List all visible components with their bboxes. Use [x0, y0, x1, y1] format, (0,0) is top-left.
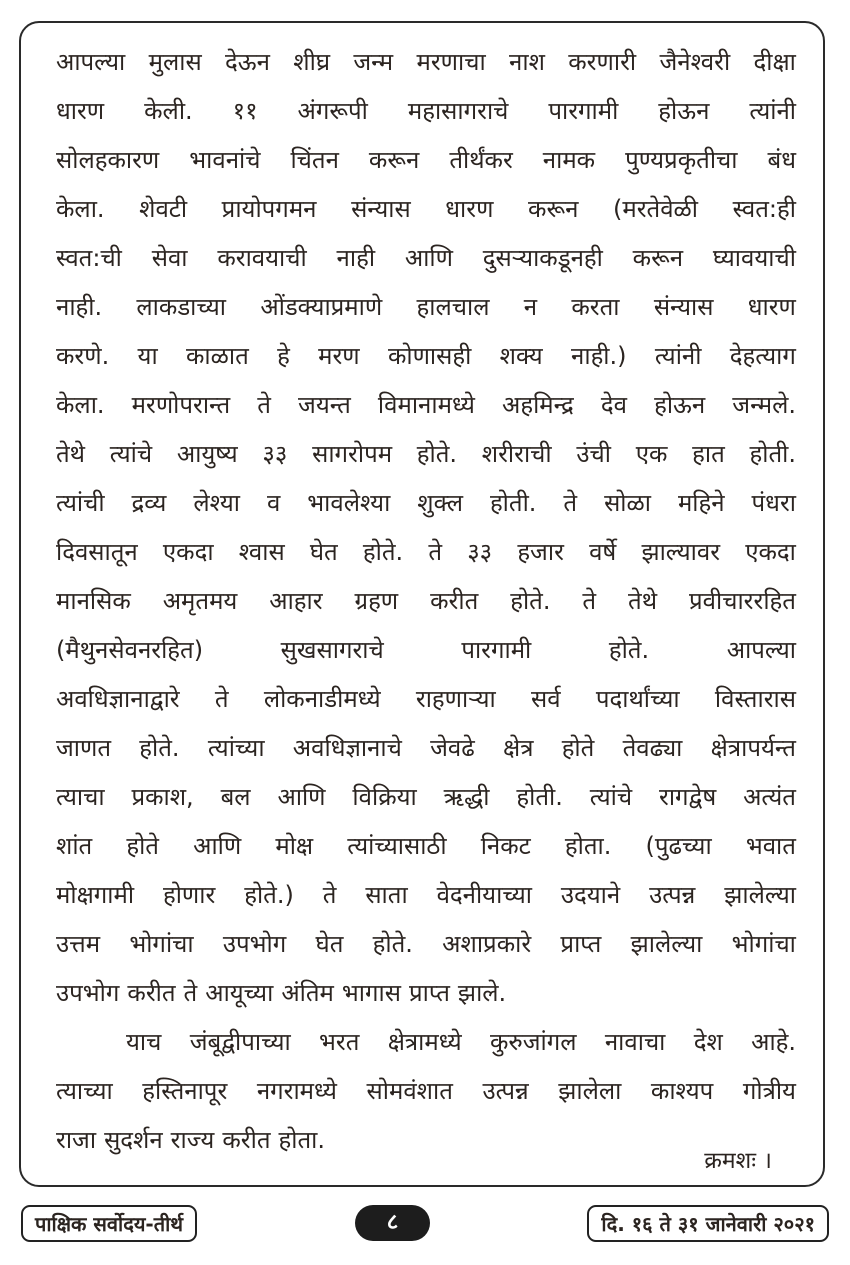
- word: नामक: [542, 146, 596, 174]
- word: त्यांचे: [589, 783, 633, 811]
- word: विक्रिया: [352, 783, 417, 811]
- word: राहणाऱ्या: [415, 685, 496, 713]
- word: एक: [635, 440, 668, 468]
- word: आहार: [269, 587, 323, 615]
- word: तेवढ्या: [622, 734, 683, 762]
- word: उपभोग: [222, 930, 287, 958]
- word: होते: [561, 734, 595, 762]
- word: सोमवंशात: [366, 1077, 453, 1105]
- word: होणार: [162, 881, 216, 909]
- word: पारगामी: [548, 97, 619, 125]
- text-line: [56, 430, 796, 479]
- word: उत्तम: [56, 930, 101, 958]
- word: प्राप्त: [408, 979, 450, 1007]
- word: दीक्षा: [753, 48, 796, 76]
- word: मोक्ष: [275, 832, 314, 860]
- word: होते.): [244, 881, 294, 909]
- text-line: [56, 675, 796, 724]
- word: ते: [257, 391, 271, 419]
- word: होते.: [416, 440, 458, 468]
- text-line: [56, 136, 796, 185]
- word: भवात: [745, 832, 796, 860]
- word: मरणाचा: [416, 48, 486, 76]
- word: राज्य: [170, 1126, 215, 1154]
- word: सेवा: [151, 244, 188, 272]
- word: एकदा: [162, 538, 214, 566]
- word: त्यांनी: [654, 342, 702, 370]
- word: हे: [277, 342, 290, 370]
- word: अहमिन्द्र: [501, 391, 574, 419]
- word: अत्यंत: [743, 783, 796, 811]
- word: सोलहकारण: [56, 146, 160, 174]
- word: करीत: [430, 587, 479, 615]
- word: पारगामी: [461, 636, 532, 664]
- issue-date: दि. १६ ते ३१ जानेवारी २०२१: [587, 1205, 829, 1242]
- word: जयन्त: [298, 391, 351, 419]
- text-line: [56, 528, 796, 577]
- word: शीघ्र: [293, 48, 331, 76]
- word: हालचाल: [416, 293, 490, 321]
- word: करीत: [127, 979, 176, 1007]
- word: नाही: [336, 244, 376, 272]
- word: उदयाने: [560, 881, 621, 909]
- word: काळात: [185, 342, 249, 370]
- word: गोत्रीय: [742, 1077, 796, 1105]
- word: उंची: [576, 440, 611, 468]
- word: अवधिज्ञानाचे: [292, 734, 402, 762]
- word: हस्तिनापूर: [142, 1077, 228, 1105]
- word: ते: [214, 685, 229, 713]
- word: जन्मले.: [732, 391, 796, 419]
- word: त्यांनी: [749, 97, 796, 125]
- word: उत्पन्न: [649, 881, 696, 909]
- word: तेथे: [56, 440, 86, 468]
- word: होऊन: [654, 391, 706, 419]
- word: होती.: [516, 783, 563, 811]
- text-line: [56, 577, 796, 626]
- text-line: [56, 332, 796, 381]
- word: घेत: [309, 538, 338, 566]
- word: क्षेत्र: [502, 734, 534, 762]
- text-line: [56, 185, 796, 234]
- text-line: [56, 381, 796, 430]
- word: भावनांचे: [189, 146, 261, 174]
- text-line: [56, 920, 796, 969]
- word: सागरोपम: [312, 440, 393, 468]
- word: त्यांच्यासाठी: [347, 832, 447, 860]
- word: घेत: [315, 930, 344, 958]
- word: मानसिक: [56, 587, 131, 615]
- word: क्षेत्रापर्यन्त: [710, 734, 796, 762]
- text-line: [56, 724, 796, 773]
- word: शेवटी: [139, 195, 188, 223]
- word: करता: [571, 293, 620, 321]
- body-text: [56, 38, 796, 1165]
- word: महिने: [677, 489, 725, 517]
- text-line: [56, 1067, 796, 1116]
- word: ११: [232, 97, 258, 125]
- text-line: [56, 234, 796, 283]
- word: पुण्यप्रकृतीचा: [625, 146, 738, 174]
- word: स्वत:ची: [56, 244, 122, 272]
- continued-note: क्रमशः ।: [704, 1148, 772, 1174]
- word: नगरामध्ये: [256, 1077, 337, 1105]
- word: शुक्ल: [417, 489, 463, 517]
- publication-name: पाक्षिक सर्वोदय-तीर्थ: [21, 1205, 197, 1242]
- word: सुदर्शन: [104, 1126, 163, 1154]
- word: उपभोग: [56, 979, 120, 1007]
- word: ३३: [467, 538, 493, 566]
- word: झालेल्या: [630, 930, 703, 958]
- word: घ्यावयाची: [712, 244, 796, 272]
- word: चिंतन: [290, 146, 339, 174]
- word: आपल्या: [56, 48, 126, 76]
- word: झालेला: [558, 1077, 622, 1105]
- text-line: [56, 871, 796, 920]
- word: आपल्या: [726, 636, 796, 664]
- text-line: [56, 773, 796, 822]
- word: कुरुजांगल: [489, 1028, 577, 1056]
- word: श्वास: [238, 538, 285, 566]
- word: होती.: [749, 440, 796, 468]
- word: अवधिज्ञानाद्वारे: [56, 685, 180, 713]
- word: (पुढच्या: [645, 832, 712, 860]
- word: ते: [428, 538, 443, 566]
- word: दिवसातून: [56, 538, 138, 566]
- word: आणि: [404, 244, 453, 272]
- word: ते: [563, 489, 578, 517]
- word: लोकनाडीमध्ये: [263, 685, 381, 713]
- word: प्राप्त: [560, 930, 602, 958]
- word: करावयाची: [217, 244, 307, 272]
- text-line: [56, 822, 796, 871]
- word: प्रकाश,: [131, 783, 194, 811]
- word: नाश: [509, 48, 545, 76]
- word: अशाप्रकारे: [442, 930, 532, 958]
- word: देव: [600, 391, 627, 419]
- word: होती.: [489, 489, 537, 517]
- word: संन्यास: [653, 293, 714, 321]
- word: मरणोपरान्त: [131, 391, 231, 419]
- text-line: [56, 1116, 796, 1165]
- word: आणि: [193, 832, 242, 860]
- word: शरीराची: [481, 440, 552, 468]
- word: लेश्या: [193, 489, 240, 517]
- word: तेथे: [628, 587, 658, 615]
- word: पंधरा: [751, 489, 796, 517]
- word: संन्यास: [351, 195, 411, 223]
- word: हात: [692, 440, 725, 468]
- word: भावलेश्या: [307, 489, 391, 517]
- word: निकट: [480, 832, 531, 860]
- word: झालेल्या: [724, 881, 796, 909]
- word: शांत: [56, 832, 93, 860]
- word: होऊन: [658, 97, 710, 125]
- word: जाणत: [56, 734, 112, 762]
- word: क्षेत्रामध्ये: [387, 1028, 462, 1056]
- page-number: ८: [355, 1205, 430, 1241]
- word: मरण: [318, 342, 360, 370]
- word: होते.: [608, 636, 650, 664]
- word: काश्यप: [650, 1077, 714, 1105]
- word: ऋद्धी: [443, 783, 490, 811]
- word: वेदनीयाच्या: [436, 881, 532, 909]
- word: ते: [582, 587, 597, 615]
- word: वर्षे: [589, 538, 617, 566]
- word: होता.: [278, 1126, 326, 1154]
- word: विमानामध्ये: [377, 391, 475, 419]
- word: बंध: [767, 146, 796, 174]
- word: देऊन: [225, 48, 270, 76]
- word: धारण: [56, 97, 105, 125]
- word: द्रव्य: [131, 489, 167, 517]
- word: भोगांचा: [731, 930, 796, 958]
- text-line: [56, 38, 796, 87]
- word: करून: [528, 195, 579, 223]
- word: महासागराचे: [407, 97, 509, 125]
- word: भोगांचा: [129, 930, 194, 958]
- word: प्रायोपगमन: [221, 195, 317, 223]
- text-line: [56, 283, 796, 332]
- word: राजा: [56, 1126, 97, 1154]
- word: मुलास: [148, 48, 202, 76]
- word: एकदा: [745, 538, 796, 566]
- word: होते.: [510, 587, 551, 615]
- word: करणारी: [568, 48, 637, 76]
- word: जन्म: [353, 48, 394, 76]
- word: तीर्थंकर: [449, 146, 513, 174]
- word: रागद्वेष: [659, 783, 717, 811]
- text-line: [56, 969, 796, 1018]
- word: ग्रहण: [354, 587, 399, 615]
- word: सुखसागराचे: [280, 636, 384, 664]
- word: करून: [632, 244, 684, 272]
- word: दुसऱ्याकडूनही: [482, 244, 603, 272]
- word: देश: [693, 1028, 723, 1056]
- word: सर्व: [531, 685, 561, 713]
- word: न: [523, 293, 538, 321]
- word: अंगरूपी: [297, 97, 368, 125]
- word: होता.: [564, 832, 612, 860]
- word: आणि: [277, 783, 326, 811]
- word: आयूच्या: [205, 979, 274, 1007]
- word: त्याचा: [56, 783, 105, 811]
- word: स्वत:ही: [732, 195, 796, 223]
- word: साता: [365, 881, 408, 909]
- word: आयुष्य: [176, 440, 238, 468]
- word: पदार्थांच्या: [595, 685, 680, 713]
- word: बल: [220, 783, 251, 811]
- word: त्याच्या: [56, 1077, 113, 1105]
- text-line: [56, 1018, 796, 1067]
- word: याच: [126, 1028, 162, 1056]
- word: जेवढे: [430, 734, 475, 762]
- word: जंबूद्वीपाच्या: [189, 1028, 291, 1056]
- word: प्रवीचाररहित: [689, 587, 796, 615]
- word: त्यांची: [56, 489, 105, 517]
- word: नाही.): [571, 342, 627, 370]
- word: या: [137, 342, 158, 370]
- word: ते: [322, 881, 337, 909]
- word: विस्तारास: [714, 685, 796, 713]
- word: झाल्यावर: [641, 538, 721, 566]
- word: त्यांच्या: [207, 734, 265, 762]
- word: ओंडक्याप्रमाणे: [260, 293, 383, 321]
- word: शक्य: [499, 342, 543, 370]
- text-line: [56, 626, 796, 675]
- word: केला.: [56, 195, 105, 223]
- word: होते.: [372, 930, 413, 958]
- word: ते: [183, 979, 198, 1007]
- text-line: [56, 87, 796, 136]
- word: होते: [126, 832, 159, 860]
- word: झाले.: [457, 979, 507, 1007]
- word: देहत्याग: [729, 342, 796, 370]
- word: धारण: [747, 293, 796, 321]
- word: त्यांचे: [109, 440, 153, 468]
- word: केली.: [144, 97, 193, 125]
- word: व: [266, 489, 281, 517]
- word: हजार: [517, 538, 564, 566]
- text-line: [56, 479, 796, 528]
- word: आहे.: [751, 1028, 796, 1056]
- word: (मैथुनसेवनरहित): [56, 636, 204, 664]
- word: ३३: [262, 440, 288, 468]
- word: जैनेश्वरी: [659, 48, 731, 76]
- word: अंतिम: [281, 979, 334, 1007]
- word: मोक्षगामी: [56, 881, 135, 909]
- word: (मरतेवेळी: [612, 195, 698, 223]
- word: करून: [368, 146, 420, 174]
- word: करीत: [222, 1126, 271, 1154]
- word: होते.: [139, 734, 180, 762]
- word: सोळा: [604, 489, 651, 517]
- word: भरत: [319, 1028, 360, 1056]
- word: लाकडाच्या: [136, 293, 227, 321]
- word: कोणासही: [387, 342, 472, 370]
- word: नाही.: [56, 293, 103, 321]
- word: अमृतमय: [162, 587, 238, 615]
- word: करणे.: [56, 342, 110, 370]
- word: भागास: [341, 979, 401, 1007]
- word: नावाचा: [604, 1028, 666, 1056]
- word: होते.: [362, 538, 404, 566]
- word: उत्पन्न: [482, 1077, 529, 1105]
- word: केला.: [56, 391, 105, 419]
- word: धारण: [445, 195, 494, 223]
